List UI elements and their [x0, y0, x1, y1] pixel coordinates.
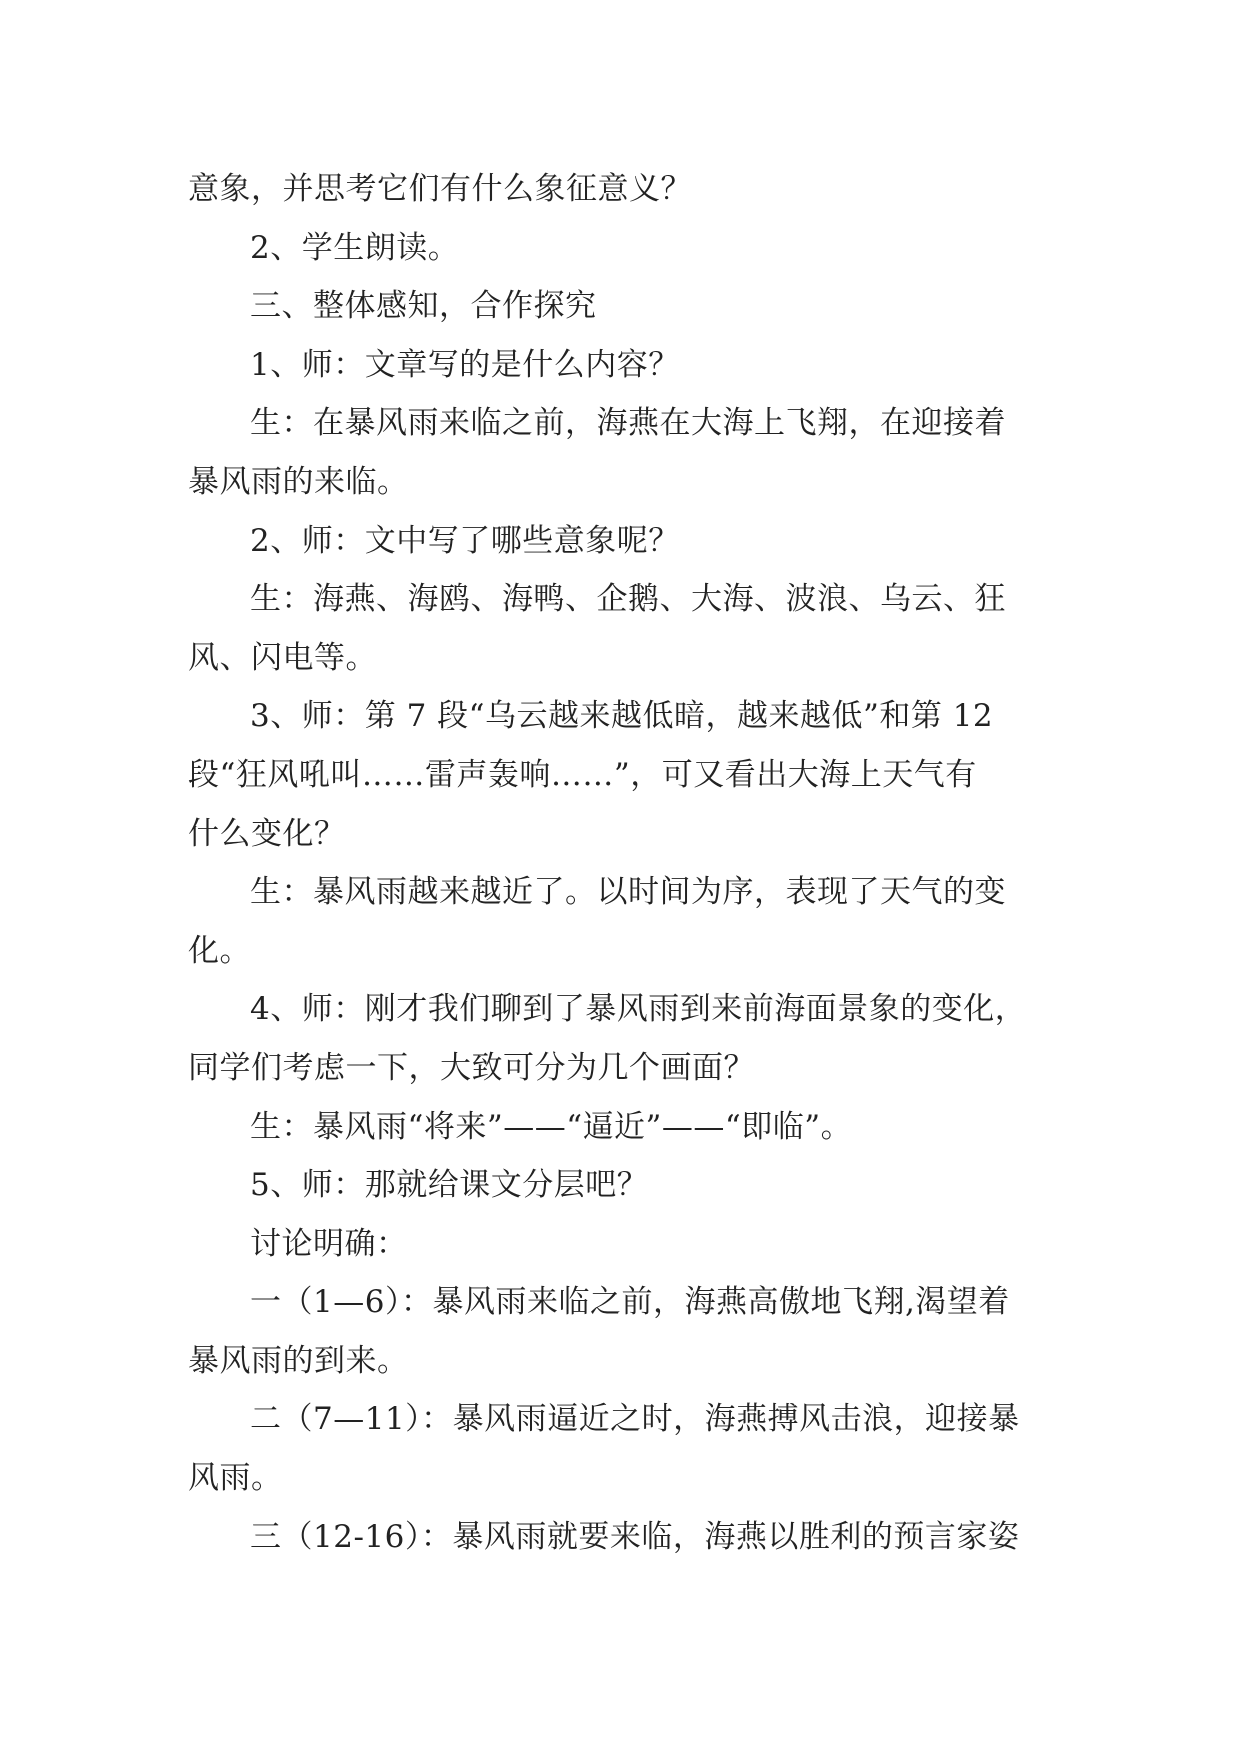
text-line: 二（7—11）：暴风雨逼近之时，海燕搏风击浪，迎接暴 — [250, 1401, 1020, 1438]
text-line: 风雨。 — [188, 1460, 283, 1497]
text-line: 讨论明确： — [250, 1225, 408, 1262]
text-line: 三（12-16）：暴风雨就要来临，海燕以胜利的预言家姿 — [250, 1518, 1020, 1555]
text-line: 2、师：文中写了哪些意象呢？ — [250, 522, 680, 559]
text-line: 暴风雨的到来。 — [188, 1342, 409, 1379]
text-line: 暴风雨的来临。 — [188, 463, 409, 500]
text-line: 2、学生朗读。 — [250, 229, 460, 266]
text-line: 1、师：文章写的是什么内容？ — [250, 346, 680, 383]
text-line: 什么变化？ — [188, 815, 346, 852]
text-line: 3、师：第 7 段“乌云越来越低暗，越来越低”和第 12 — [250, 698, 994, 735]
text-line: 5、师：那就给课文分层吧？ — [250, 1167, 649, 1204]
text-line: 一（1—6）：暴风雨来临之前，海燕高傲地飞翔,渴望着 — [250, 1284, 1010, 1321]
text-line: 同学们考虑一下，大致可分为几个画面？ — [188, 1049, 755, 1086]
text-line: 生：暴风雨越来越近了。以时间为序，表现了天气的变 — [250, 874, 1006, 911]
document-body — [188, 160, 1058, 1566]
text-line: 意象，并思考它们有什么象征意义？ — [188, 171, 692, 207]
text-line: 生：在暴风雨来临之前，海燕在大海上飞翔，在迎接着 — [250, 405, 1006, 442]
text-line: 风、闪电等。 — [188, 639, 377, 676]
text-line: 段“狂风吼叫……雷声轰响……”，可又看出大海上天气有 — [188, 756, 977, 793]
text-line: 生：海燕、海鸥、海鸭、企鹅、大海、波浪、乌云、狂 — [250, 581, 1006, 618]
text-line: 4、师：刚才我们聊到了暴风雨到来前海面景象的变化， — [250, 991, 1027, 1028]
text-line: 生：暴风雨“将来”——“逼近”——“即临”。 — [250, 1108, 853, 1145]
text-line: 化。 — [188, 932, 251, 969]
section-heading: 三、整体感知，合作探究 — [250, 288, 597, 325]
